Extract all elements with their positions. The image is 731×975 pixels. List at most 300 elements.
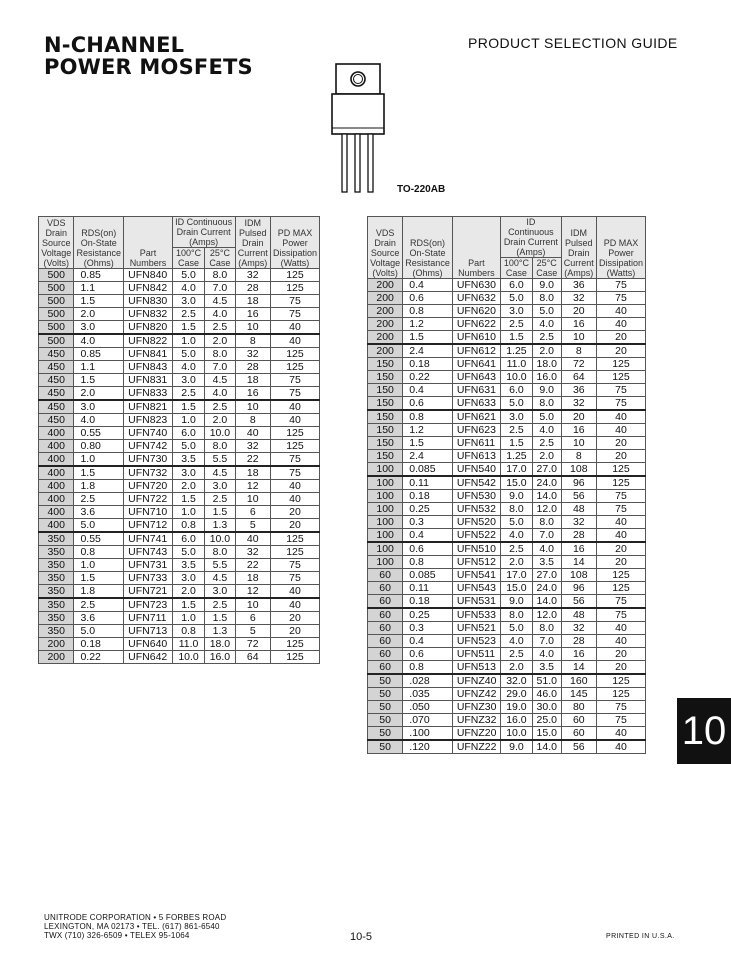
pd-cell: 75 (596, 701, 645, 714)
table-row (368, 701, 646, 714)
id-25c-cell: 3.5 (532, 661, 561, 675)
part-number-cell: UFN610 (452, 331, 500, 345)
pd-cell: 20 (596, 542, 645, 556)
part-number-cell: UFN843 (124, 361, 173, 374)
table-row (39, 440, 320, 453)
table-row (368, 424, 646, 437)
table-row (39, 400, 320, 414)
pd-cell: 20 (596, 661, 645, 675)
part-number-cell: UFN723 (124, 598, 173, 612)
part-number-cell: UFN530 (452, 490, 500, 503)
id-100c-cell: 1.25 (501, 450, 533, 463)
part-number-cell: UFN611 (452, 437, 500, 450)
pd-cell: 75 (270, 572, 319, 585)
rds-cell: 0.4 (403, 384, 453, 397)
id-100c-cell: 3.0 (172, 295, 205, 308)
idm-cell: 56 (561, 740, 596, 754)
vds-cell: 350 (39, 598, 74, 612)
idm-cell: 48 (561, 608, 596, 622)
pd-cell: 125 (270, 440, 319, 453)
vds-cell: 400 (39, 493, 74, 506)
idm-cell: 60 (561, 727, 596, 741)
id-100c-cell: 2.5 (501, 542, 533, 556)
id-100c-cell: 3.0 (501, 305, 533, 318)
part-number-cell: UFN633 (452, 397, 500, 411)
id-25c-cell: 16.0 (532, 371, 561, 384)
rds-cell: 1.5 (74, 374, 124, 387)
idm-cell: 18 (235, 295, 270, 308)
id-100c-cell: 9.0 (501, 595, 533, 609)
vds-cell: 500 (39, 295, 74, 308)
id-100c-cell: 3.0 (172, 374, 205, 387)
rds-cell: 0.85 (74, 348, 124, 361)
id-25c-cell: 10.0 (205, 532, 235, 546)
table-row (39, 334, 320, 348)
pd-cell: 40 (270, 480, 319, 493)
id-25c-cell: 2.5 (205, 493, 235, 506)
table-row (39, 308, 320, 321)
id-100c-cell: 4.0 (501, 529, 533, 543)
idm-cell: 32 (235, 348, 270, 361)
vds-cell: 400 (39, 480, 74, 493)
address-line-1: UNITRODE CORPORATION • 5 FORBES ROAD (44, 913, 227, 922)
vds-cell: 500 (39, 308, 74, 321)
pd-cell: 40 (270, 321, 319, 335)
idm-cell: 32 (561, 622, 596, 635)
part-number-cell: UFN721 (124, 585, 173, 599)
vds-cell: 450 (39, 414, 74, 427)
vds-cell: 100 (368, 476, 403, 490)
part-number-cell: UFN712 (124, 519, 173, 533)
table-row (368, 582, 646, 595)
idm-cell: 10 (561, 437, 596, 450)
idm-cell: 10 (235, 400, 270, 414)
part-number-cell: UFN621 (452, 410, 500, 424)
page-title (44, 34, 253, 78)
rds-cell: 1.2 (403, 318, 453, 331)
vds-cell: 200 (368, 305, 403, 318)
pd-cell: 75 (596, 397, 645, 411)
table-row (368, 688, 646, 701)
pd-cell: 75 (270, 308, 319, 321)
part-number-cell: UFN743 (124, 546, 173, 559)
vds-cell: 450 (39, 374, 74, 387)
id-header: ID Continuous Drain Current (Amps) (501, 217, 562, 258)
id-25c-cell: 3.5 (532, 556, 561, 569)
id-25c-cell: 2.5 (532, 437, 561, 450)
table-row (368, 358, 646, 371)
table-row (368, 622, 646, 635)
id-25c-cell: 14.0 (532, 740, 561, 754)
table-row (368, 279, 646, 292)
vds-cell: 500 (39, 282, 74, 295)
rds-cell: 0.8 (74, 546, 124, 559)
rds-cell: .050 (403, 701, 453, 714)
idm-cell: 96 (561, 582, 596, 595)
pd-cell: 20 (596, 450, 645, 463)
id-25c-cell: 12.0 (532, 503, 561, 516)
id-25c-cell: 7.0 (205, 282, 235, 295)
pd-cell: 75 (596, 714, 645, 727)
vds-cell: 200 (368, 292, 403, 305)
part-number-cell: UFN820 (124, 321, 173, 335)
vds-cell: 350 (39, 625, 74, 638)
part-number-cell: UFN523 (452, 635, 500, 648)
pd-cell: 125 (596, 371, 645, 384)
idm-cell: 96 (561, 476, 596, 490)
pd-cell: 40 (596, 410, 645, 424)
left-table-body (39, 269, 320, 664)
id-25c-cell: 1.3 (205, 519, 235, 533)
part-number-cell: UFN731 (124, 559, 173, 572)
table-row (368, 450, 646, 463)
table-row (39, 625, 320, 638)
part-number-cell: UFN612 (452, 344, 500, 358)
part-number-cell: UFN832 (124, 308, 173, 321)
part-number-cell: UFN543 (452, 582, 500, 595)
idm-cell: 108 (561, 569, 596, 582)
vds-cell: 200 (39, 638, 74, 651)
rds-cell: .028 (403, 674, 453, 688)
table-row (368, 674, 646, 688)
rds-cell: 0.6 (403, 542, 453, 556)
part-number-cell: UFN623 (452, 424, 500, 437)
rds-header: RDS(on) On-State Resistance (Ohms) (74, 217, 124, 269)
idm-cell: 64 (561, 371, 596, 384)
id-100c-cell: 17.0 (501, 569, 533, 582)
id-100c-cell: 3.0 (172, 572, 205, 585)
idm-cell: 80 (561, 701, 596, 714)
vds-cell: 200 (368, 318, 403, 331)
part-number-cell: UFN720 (124, 480, 173, 493)
pd-cell: 40 (596, 622, 645, 635)
part-number-cell: UFNZ40 (452, 674, 500, 688)
idm-cell: 10 (235, 598, 270, 612)
pd-cell: 75 (596, 292, 645, 305)
rds-cell: 0.11 (403, 476, 453, 490)
vds-cell: 350 (39, 572, 74, 585)
id-100c-cell: 3.0 (172, 466, 205, 480)
id-25c-cell: 3.0 (205, 585, 235, 599)
part-number-cell: UFN730 (124, 453, 173, 467)
table-row (368, 437, 646, 450)
vds-cell: 60 (368, 582, 403, 595)
idm-cell: 16 (561, 424, 596, 437)
id-25c-cell: 2.5 (205, 321, 235, 335)
id-25c-cell: 2.0 (532, 344, 561, 358)
id-100c-cell: 5.0 (501, 622, 533, 635)
id-100c-cell: 10.0 (501, 727, 533, 741)
vds-cell: 100 (368, 556, 403, 569)
id-25c-cell: 14.0 (532, 595, 561, 609)
vds-header: VDS Drain Source Voltage (Volts) (39, 217, 74, 269)
id-25c-cell: 4.5 (205, 374, 235, 387)
vds-cell: 450 (39, 387, 74, 401)
rds-cell: 5.0 (74, 625, 124, 638)
table-row (39, 480, 320, 493)
rds-cell: 5.0 (74, 519, 124, 533)
vds-cell: 200 (368, 279, 403, 292)
idm-cell: 22 (235, 453, 270, 467)
vds-cell: 100 (368, 490, 403, 503)
pd-cell: 75 (596, 595, 645, 609)
part-number-cell: UFN821 (124, 400, 173, 414)
id-25c-cell: 2.5 (532, 331, 561, 345)
idm-cell: 16 (235, 308, 270, 321)
pd-cell: 40 (270, 598, 319, 612)
id-100c-cell: 8.0 (501, 608, 533, 622)
part-number-cell: UFN510 (452, 542, 500, 556)
id-100c-cell: 1.25 (501, 344, 533, 358)
idm-cell: 18 (235, 572, 270, 585)
id-25c-cell: 3.0 (205, 480, 235, 493)
id-100c-cell: 2.5 (172, 387, 205, 401)
id-100c-cell: 4.0 (172, 361, 205, 374)
vds-cell: 400 (39, 440, 74, 453)
id-25c-cell: 15.0 (532, 727, 561, 741)
part-number-cell: UFN541 (452, 569, 500, 582)
rds-cell: 0.22 (403, 371, 453, 384)
idm-cell: 14 (561, 556, 596, 569)
id-100c-cell: 5.0 (501, 397, 533, 411)
id-25c-cell: 51.0 (532, 674, 561, 688)
part-number-cell: UFN622 (452, 318, 500, 331)
vds-cell: 350 (39, 585, 74, 599)
idm-cell: 32 (561, 397, 596, 411)
pd-cell: 125 (596, 569, 645, 582)
vds-cell: 60 (368, 622, 403, 635)
rds-cell: 0.22 (74, 651, 124, 664)
id-100c-cell: 1.5 (172, 493, 205, 506)
id-25c-cell: 2.5 (205, 400, 235, 414)
pd-cell: 75 (270, 387, 319, 401)
idm-cell: 32 (235, 269, 270, 282)
pd-cell: 40 (596, 740, 645, 754)
idm-cell: 108 (561, 463, 596, 477)
table-row (39, 651, 320, 664)
part-number-cell: UFN830 (124, 295, 173, 308)
id-100c-cell: 9.0 (501, 740, 533, 754)
id-100c-cell: 1.5 (172, 321, 205, 335)
table-row (39, 427, 320, 440)
pd-cell: 40 (596, 516, 645, 529)
rds-cell: 1.5 (403, 331, 453, 345)
idm-cell: 20 (561, 410, 596, 424)
idm-cell: 6 (235, 612, 270, 625)
part-number-cell: UFN643 (452, 371, 500, 384)
id-100c-cell: 15.0 (501, 476, 533, 490)
id-25c-cell: 5.5 (205, 559, 235, 572)
rds-cell: 2.5 (74, 598, 124, 612)
rds-cell: 2.4 (403, 450, 453, 463)
idm-cell: 5 (235, 519, 270, 533)
id-100c-header: 100°C Case (172, 248, 205, 269)
rds-cell: 0.8 (403, 556, 453, 569)
pd-header: PD MAX Power Dissipation (Watts) (270, 217, 319, 269)
idm-cell: 22 (235, 559, 270, 572)
vds-cell: 150 (368, 371, 403, 384)
vds-cell: 60 (368, 608, 403, 622)
id-25c-cell: 4.0 (205, 387, 235, 401)
pd-cell: 75 (596, 384, 645, 397)
table-row (39, 532, 320, 546)
table-row (368, 384, 646, 397)
part-number-cell: UFN531 (452, 595, 500, 609)
rds-header: RDS(on) On-State Resistance (Ohms) (403, 217, 453, 279)
pd-cell: 40 (270, 414, 319, 427)
table-row (368, 648, 646, 661)
idm-cell: 28 (561, 635, 596, 648)
part-number-cell: UFN710 (124, 506, 173, 519)
vds-cell: 500 (39, 269, 74, 282)
vds-cell: 100 (368, 463, 403, 477)
part-number-cell: UFN532 (452, 503, 500, 516)
id-100c-cell: 3.5 (172, 559, 205, 572)
idm-cell: 10 (235, 493, 270, 506)
rds-cell: 0.18 (403, 358, 453, 371)
rds-cell: 0.8 (403, 661, 453, 675)
vds-cell: 200 (39, 651, 74, 664)
part-number-cell: UFN522 (452, 529, 500, 543)
pd-cell: 125 (270, 348, 319, 361)
pd-cell: 20 (270, 506, 319, 519)
part-number-cell: UFNZ32 (452, 714, 500, 727)
id-100c-cell: 5.0 (172, 269, 205, 282)
rds-cell: 1.8 (74, 585, 124, 599)
part-number-cell: UFN742 (124, 440, 173, 453)
id-25c-cell: 46.0 (532, 688, 561, 701)
table-row (39, 466, 320, 480)
table-row (368, 305, 646, 318)
package-label: TO-220AB (397, 184, 446, 195)
idm-cell: 14 (561, 661, 596, 675)
id-100c-cell: 6.0 (172, 427, 205, 440)
vds-cell: 400 (39, 466, 74, 480)
table-row (368, 661, 646, 675)
vds-cell: 350 (39, 559, 74, 572)
id-25c-cell: 7.0 (532, 635, 561, 648)
id-25c-cell: 8.0 (205, 348, 235, 361)
idm-cell: 16 (561, 648, 596, 661)
rds-cell: 2.0 (74, 308, 124, 321)
vds-cell: 50 (368, 714, 403, 727)
id-100c-cell: 1.0 (172, 334, 205, 348)
pd-cell: 125 (596, 674, 645, 688)
part-number-cell: UFN620 (452, 305, 500, 318)
rds-cell: 0.3 (403, 516, 453, 529)
rds-cell: 0.55 (74, 427, 124, 440)
table-row (368, 595, 646, 609)
part-number-cell: UFN732 (124, 466, 173, 480)
id-100c-cell: 0.8 (172, 519, 205, 533)
vds-cell: 100 (368, 542, 403, 556)
id-100c-cell: 1.0 (172, 506, 205, 519)
pd-cell: 20 (270, 625, 319, 638)
idm-cell: 18 (235, 466, 270, 480)
part-number-cell: UFN521 (452, 622, 500, 635)
table-row (39, 321, 320, 335)
id-100c-cell: 5.0 (172, 546, 205, 559)
rds-cell: 0.80 (74, 440, 124, 453)
vds-cell: 60 (368, 569, 403, 582)
rds-cell: 1.1 (74, 282, 124, 295)
vds-cell: 500 (39, 334, 74, 348)
rds-cell: 0.55 (74, 532, 124, 546)
table-row (39, 493, 320, 506)
address-line-2: LEXINGTON, MA 02173 • TEL. (617) 861-6540 (44, 922, 220, 931)
id-25c-header: 25°C Case (532, 258, 561, 279)
pd-cell: 20 (596, 437, 645, 450)
idm-cell: 60 (561, 714, 596, 727)
vds-cell: 150 (368, 410, 403, 424)
id-25c-cell: 1.5 (205, 612, 235, 625)
part-number-cell: UFN513 (452, 661, 500, 675)
id-100c-cell: 0.8 (172, 625, 205, 638)
pd-cell: 20 (270, 519, 319, 533)
idm-cell: 10 (235, 321, 270, 335)
table-row (39, 638, 320, 651)
id-100c-cell: 1.5 (172, 400, 205, 414)
vds-cell: 450 (39, 361, 74, 374)
pd-cell: 125 (596, 463, 645, 477)
rds-cell: 0.25 (403, 503, 453, 516)
id-25c-cell: 8.0 (532, 397, 561, 411)
table-row (39, 506, 320, 519)
pd-cell: 75 (270, 559, 319, 572)
rds-cell: .035 (403, 688, 453, 701)
id-25c-cell: 9.0 (532, 279, 561, 292)
rds-cell: 1.8 (74, 480, 124, 493)
part-number-cell: UFN741 (124, 532, 173, 546)
idm-cell: 40 (235, 532, 270, 546)
table-row (39, 572, 320, 585)
rds-cell: 1.5 (74, 295, 124, 308)
part-number-cell: UFN641 (452, 358, 500, 371)
id-25c-cell: 4.5 (205, 295, 235, 308)
idm-cell: 28 (235, 282, 270, 295)
pd-cell: 20 (596, 331, 645, 345)
right-table-body (368, 279, 646, 754)
page-number: 10-5 (350, 931, 373, 943)
id-100c-cell: 9.0 (501, 490, 533, 503)
idm-cell: 36 (561, 384, 596, 397)
pd-cell: 125 (596, 476, 645, 490)
rds-cell: 2.0 (74, 387, 124, 401)
part-number-cell: UFNZ30 (452, 701, 500, 714)
id-100c-cell: 2.5 (501, 648, 533, 661)
pd-cell: 40 (270, 585, 319, 599)
pd-cell: 40 (596, 727, 645, 741)
vds-cell: 200 (368, 331, 403, 345)
table-row (368, 503, 646, 516)
pd-cell: 75 (596, 608, 645, 622)
idm-cell: 145 (561, 688, 596, 701)
idm-cell: 8 (235, 414, 270, 427)
id-100c-cell: 3.5 (172, 453, 205, 467)
id-100c-cell: 11.0 (172, 638, 205, 651)
table-row (39, 282, 320, 295)
table-row (368, 490, 646, 503)
pd-cell: 20 (596, 648, 645, 661)
id-25c-header: 25°C Case (205, 248, 235, 269)
pd-cell: 75 (596, 279, 645, 292)
vds-cell: 60 (368, 648, 403, 661)
table-row (368, 740, 646, 754)
id-25c-cell: 24.0 (532, 476, 561, 490)
rds-cell: 1.1 (74, 361, 124, 374)
idm-cell: 160 (561, 674, 596, 688)
table-row (39, 295, 320, 308)
